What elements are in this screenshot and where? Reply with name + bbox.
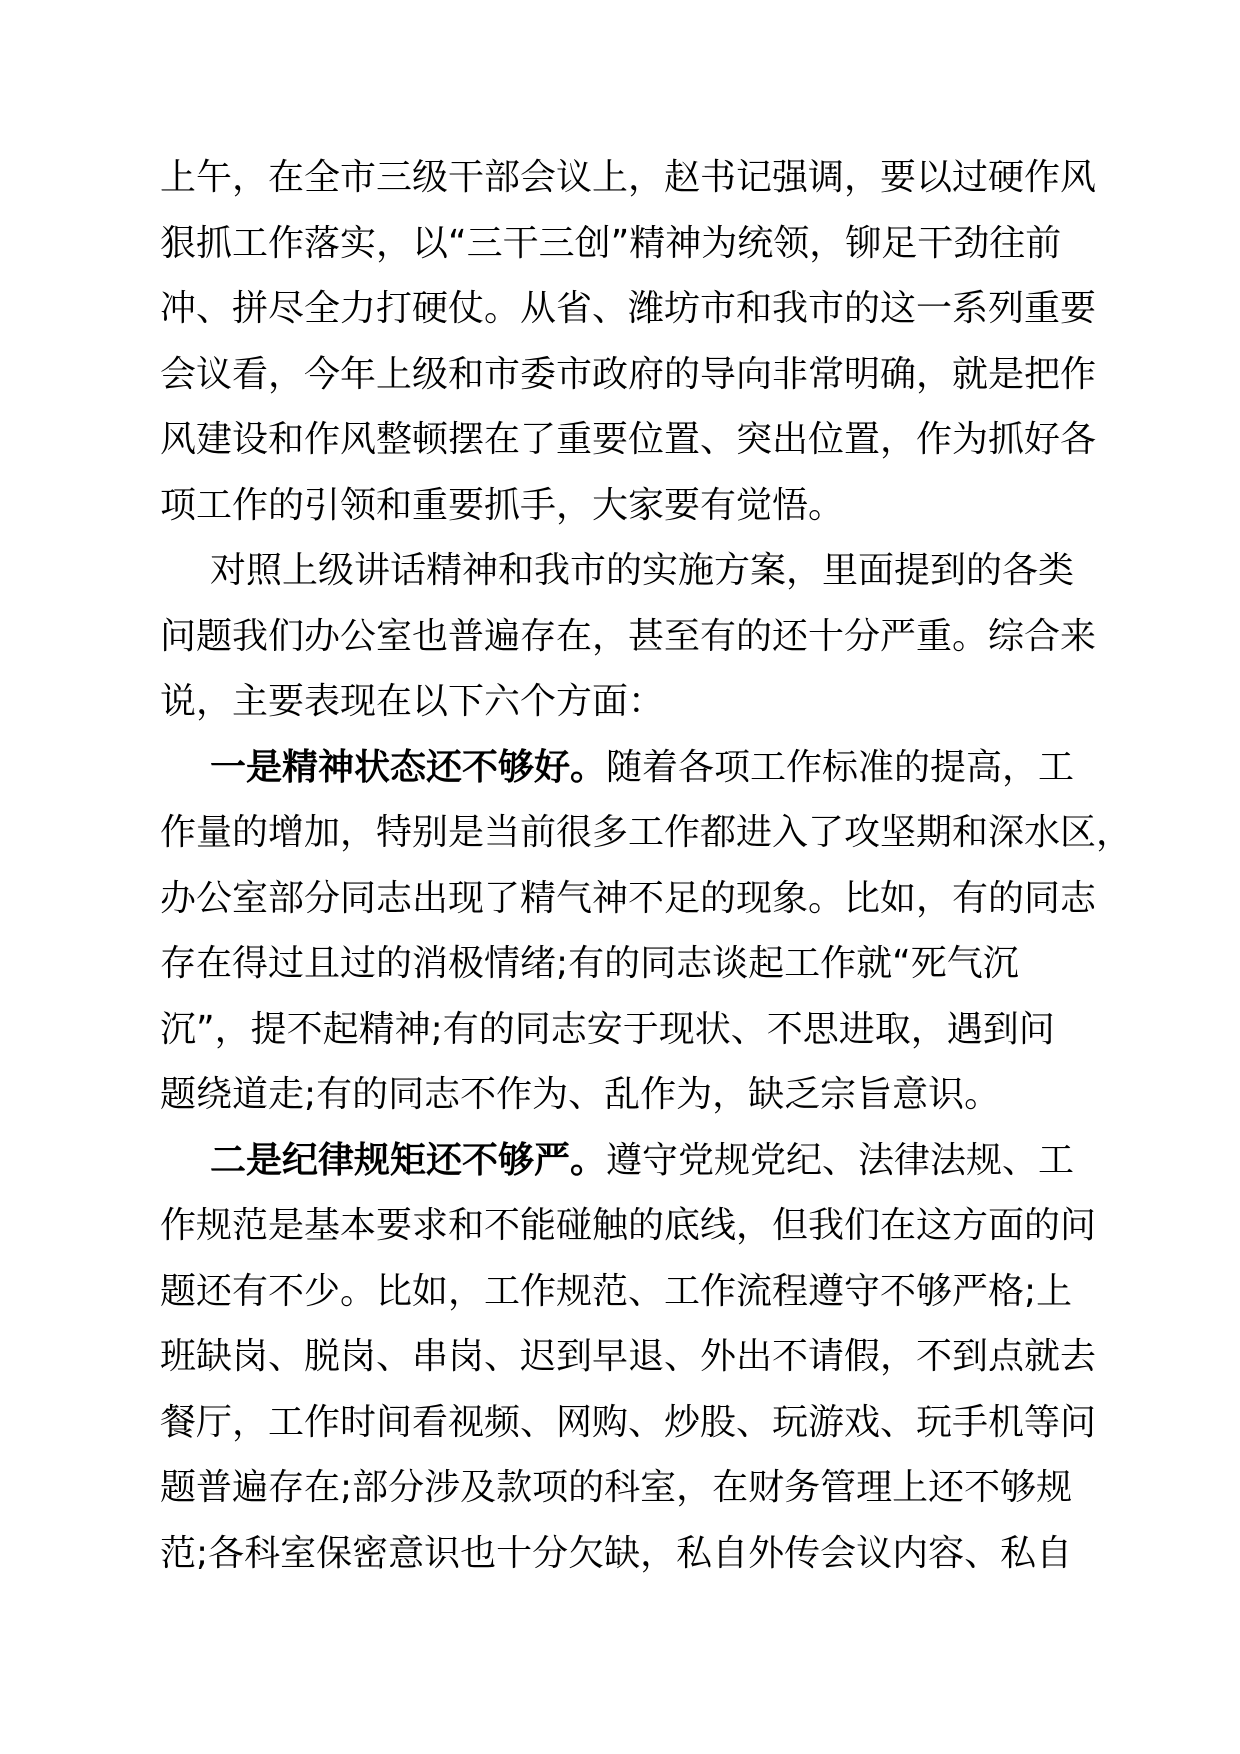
text-segment: 题还有不少。比如，工作规范、工作流程遵守不够严格;上: [160, 1270, 1073, 1312]
text-line: [160, 1062, 1120, 1128]
text-line: [160, 997, 1120, 1063]
text-line: [160, 538, 1120, 604]
text-line: [160, 407, 1120, 473]
text-line: [160, 1390, 1120, 1456]
text-segment: 说，主要表现在以下六个方面：: [160, 681, 665, 722]
document-body: [160, 145, 1133, 1586]
text-line: [160, 931, 1120, 997]
text-line: [160, 866, 1120, 932]
text-line: [160, 211, 1120, 277]
text-segment: 题普遍存在;部分涉及款项的科室，在财务管理上还不够规: [160, 1467, 1073, 1508]
text-segment: 班缺岗、脱岗、串岗、迟到早退、外出不请假，不到点就去: [160, 1336, 1097, 1377]
text-line: [160, 1521, 1120, 1587]
text-line: [160, 1128, 1120, 1194]
text-segment: 作规范是基本要求和不能碰触的底线，但我们在这方面的问: [160, 1205, 1097, 1246]
paragraph: [160, 735, 1133, 1128]
text-segment: 随着各项工作标准的提高，工: [606, 746, 1075, 788]
paragraph: [160, 538, 1120, 735]
paragraph: [160, 145, 1120, 538]
text-line: [160, 604, 1120, 670]
text-segment: 上午，在全市三级干部会议上，赵书记强调，要以过硬作风: [160, 157, 1097, 198]
text-segment: 范;各科室保密意识也十分欠缺，私自外传会议内容、私自: [160, 1532, 1073, 1574]
text-line: [160, 800, 1133, 866]
section-heading: 一是精神状态还不够好。: [210, 746, 607, 788]
text-segment: 风建设和作风整顿摆在了重要位置、突出位置，作为抓好各: [160, 419, 1097, 460]
text-segment: 冲、拼尽全力打硬仗。从省、潍坊市和我市的这一系列重要: [160, 288, 1097, 329]
text-segment: 题绕道走;有的同志不作为、乱作为，缺乏宗旨意识。: [160, 1074, 1001, 1115]
text-line: [160, 1193, 1120, 1259]
text-line: [160, 1259, 1120, 1325]
text-segment: 办公室部分同志出现了精气神不足的现象。比如，有的同志: [160, 877, 1097, 919]
text-segment: 沉”，提不起精神;有的同志安于现状、不思进取，遇到问: [160, 1008, 1055, 1050]
text-line: [160, 1324, 1120, 1390]
text-line: [160, 1455, 1120, 1521]
text-segment: 问题我们办公室也普遍存在，甚至有的还十分严重。综合来: [160, 615, 1097, 657]
text-segment: 作量的增加，特别是当前很多工作都进入了攻坚期和深水区，: [160, 812, 1133, 853]
text-segment: 对照上级讲话精神和我市的实施方案，里面提到的各类: [210, 550, 1075, 591]
text-line: [160, 342, 1120, 408]
paragraph: [160, 1128, 1120, 1587]
text-line: [160, 473, 1120, 539]
text-segment: 餐厅，工作时间看视频、网购、炒股、玩游戏、玩手机等问: [160, 1401, 1097, 1443]
text-segment: 项工作的引领和重要抓手，大家要有觉悟。: [160, 484, 845, 526]
text-line: [160, 669, 1120, 735]
text-segment: 会议看，今年上级和市委市政府的导向非常明确，就是把作: [160, 353, 1097, 395]
text-line: [160, 276, 1120, 342]
text-segment: 狠抓工作落实，以“三干三创”精神为统领，铆足干劲往前: [160, 222, 1062, 264]
text-segment: 遵守党规党纪、法律法规、工: [606, 1139, 1075, 1181]
text-line: [160, 145, 1120, 211]
text-line: [160, 735, 1120, 801]
text-segment: 存在得过且过的消极情绪;有的同志谈起工作就“死气沉: [160, 943, 1019, 984]
section-heading: 二是纪律规矩还不够严。: [210, 1139, 607, 1181]
